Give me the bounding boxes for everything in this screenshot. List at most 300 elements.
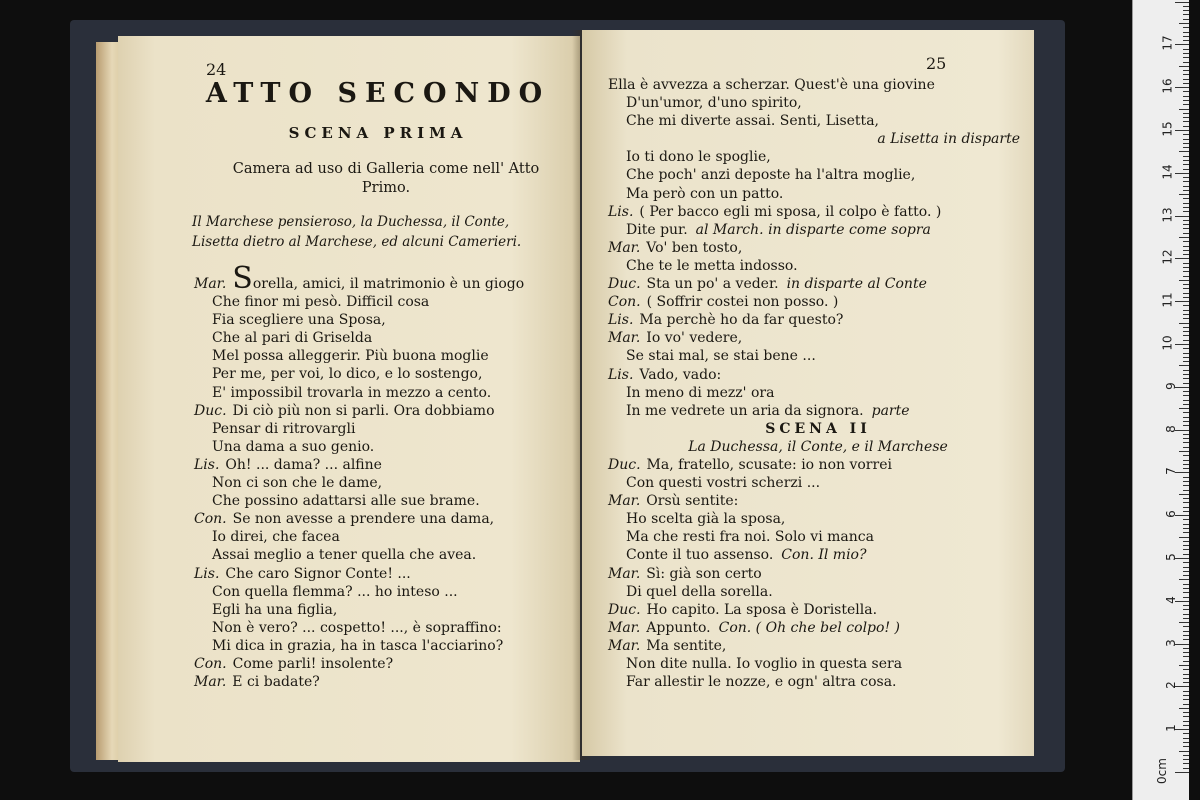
line-text: Che al pari di Griselda [212, 330, 373, 347]
verse-line [608, 185, 1028, 203]
ruler-label: 5 [1164, 553, 1179, 561]
line-text: Io vo' vedere, [646, 330, 743, 347]
verse-line [608, 148, 1028, 166]
ruler-tick [1183, 19, 1189, 20]
line-text: Ma, fratello, scusate: io non vorrei [646, 456, 892, 473]
ruler-tick [1183, 284, 1189, 285]
speaker-label: Mar. [608, 565, 641, 582]
verse-line [608, 510, 1028, 528]
ruler-tick [1183, 635, 1189, 636]
ruler-label: 0cm [1155, 758, 1170, 784]
line-text: Far allestir le nozze, e ogn' altra cosa. [626, 674, 897, 691]
verse-line [608, 637, 1028, 655]
line-text: Che te le metta indosso. [626, 257, 798, 274]
verse-line [194, 601, 574, 619]
line-text: Assai meglio a tener quella che avea. [212, 547, 477, 564]
verse-line [608, 456, 1028, 474]
verse-line [194, 456, 574, 474]
ruler-tick [1183, 383, 1189, 384]
ruler-tick [1183, 404, 1189, 405]
ruler-tick [1183, 314, 1189, 315]
ruler-label: 8 [1164, 424, 1179, 433]
right-page [582, 30, 1034, 756]
verse-line [608, 76, 1028, 94]
verse-line [194, 474, 574, 492]
verse-line [194, 293, 574, 311]
line-text: Ma però con un patto. [626, 185, 784, 202]
ruler-label: 12 [1160, 249, 1175, 266]
speaker-label: Lis. [194, 565, 220, 582]
verse-line [608, 94, 1028, 112]
verse-line [608, 203, 1028, 221]
ruler-tick [1175, 344, 1189, 345]
verse-line [194, 420, 574, 438]
ruler-tick [1183, 468, 1189, 469]
stage-direction: Con. ( Oh che bel colpo! ) [718, 619, 900, 636]
ruler-tick [1183, 147, 1189, 148]
ruler-tick [1183, 768, 1189, 769]
ruler-tick [1183, 203, 1189, 204]
ruler-tick [1179, 751, 1189, 752]
speaker-label: Duc. [608, 456, 641, 473]
ruler-tick [1183, 263, 1189, 264]
ruler-tick [1183, 228, 1189, 229]
ruler-tick [1183, 502, 1189, 503]
verse-line [194, 438, 574, 456]
ruler-tick [1175, 130, 1189, 131]
line-text: Come parli! insolente? [232, 655, 394, 672]
ruler-tick [1183, 211, 1189, 212]
ruler-tick [1183, 549, 1189, 550]
line-text: Ho scelta già la sposa, [626, 511, 786, 528]
line-text: Dite pur. [626, 221, 688, 238]
ruler-tick [1183, 224, 1189, 225]
ruler-tick [1179, 451, 1189, 452]
verse-line [608, 257, 1028, 275]
verse-line [608, 402, 1028, 420]
line-text: E ci badate? [232, 674, 320, 691]
ruler-tick [1183, 370, 1189, 371]
ruler-tick [1183, 353, 1189, 354]
ruler-tick [1183, 699, 1189, 700]
ruler-tick [1183, 32, 1189, 33]
ruler-tick [1183, 682, 1189, 683]
ruler-tick [1183, 485, 1189, 486]
ruler-tick [1183, 421, 1189, 422]
ruler-tick [1183, 618, 1189, 619]
ruler-tick [1183, 704, 1189, 705]
verse-line [194, 655, 574, 673]
ruler-tick [1183, 733, 1189, 734]
ruler-tick [1179, 708, 1189, 709]
ruler-tick [1183, 605, 1189, 606]
ruler-tick [1179, 665, 1189, 666]
ruler-tick [1183, 250, 1189, 251]
ruler-tick [1183, 181, 1189, 182]
verse-line [608, 438, 1028, 456]
ruler-tick [1179, 66, 1189, 67]
line-text: Orsù sentite: [646, 493, 739, 510]
ruler-tick [1175, 173, 1189, 174]
ruler-label: 7 [1164, 467, 1179, 476]
verse-line [608, 130, 1028, 148]
ruler-label: 17 [1160, 35, 1175, 52]
ruler-tick [1183, 519, 1189, 520]
line-text: Che finor mi pesò. Difficil cosa [212, 294, 430, 311]
ruler-tick [1183, 639, 1189, 640]
ruler-tick [1183, 331, 1189, 332]
ruler-tick [1183, 477, 1189, 478]
speaker-label: Lis. [608, 312, 634, 329]
verse-line [194, 510, 574, 528]
line-text: ( Soffrir costei non posso. ) [646, 294, 839, 311]
line-text: Ma perchè ho da far questo? [639, 312, 844, 329]
ruler-tick [1183, 335, 1189, 336]
line-text: Ma sentite, [646, 637, 727, 654]
ruler-tick [1183, 597, 1189, 598]
ruler-tick [1183, 490, 1189, 491]
ruler-tick [1183, 117, 1189, 118]
line-text: Io ti dono le spoglie, [626, 149, 771, 166]
verse-line [608, 655, 1028, 673]
ruler-tick [1183, 425, 1189, 426]
line-text: D'un'umor, d'uno spirito, [626, 95, 802, 112]
line-text: Una dama a suo genio. [212, 438, 375, 455]
ruler-tick [1183, 755, 1189, 756]
verse-line [194, 619, 574, 637]
ruler-tick [1183, 626, 1189, 627]
ruler-tick [1183, 53, 1189, 54]
ruler-tick [1183, 310, 1189, 311]
ruler-tick [1183, 62, 1189, 63]
ruler-tick [1183, 695, 1189, 696]
verse-line [608, 528, 1028, 546]
ruler-label: 14 [1160, 164, 1175, 180]
ruler-tick [1183, 348, 1189, 349]
verse-line [608, 329, 1028, 347]
ruler-tick [1183, 691, 1189, 692]
ruler-tick [1183, 412, 1189, 413]
verse-line [608, 492, 1028, 510]
ruler-tick [1183, 254, 1189, 255]
ruler-tick [1183, 293, 1189, 294]
ruler-tick [1183, 400, 1189, 401]
ruler-label: 15 [1160, 121, 1175, 137]
ruler-tick [1183, 541, 1189, 542]
ruler-tick [1183, 674, 1189, 675]
line-text: Se non avesse a prendere una dama, [232, 511, 495, 528]
ruler-tick [1183, 721, 1189, 722]
line-text: Di ciò più non si parli. Ora dobbiamo [232, 402, 495, 419]
ruler-tick [1179, 237, 1189, 238]
line-text: Che mi diverte assai. Senti, Lisetta, [626, 113, 879, 130]
measuring-ruler [1132, 0, 1189, 800]
ruler-tick [1183, 49, 1189, 50]
ruler-tick [1183, 10, 1189, 11]
ruler-tick [1183, 156, 1189, 157]
verse-line [194, 673, 574, 691]
line-text: Con quella flemma? ... ho inteso ... [212, 583, 458, 600]
ruler-label: 11 [1160, 292, 1175, 308]
ruler-tick [1179, 537, 1189, 538]
line-text: Conte il tuo assenso. [626, 547, 774, 564]
verse-line [194, 402, 574, 420]
verse-line [608, 275, 1028, 293]
ruler-tick [1183, 361, 1189, 362]
line-text: Sta un po' a veder. [646, 276, 779, 293]
ruler-tick [1179, 280, 1189, 281]
line-text: Vado, vado: [639, 366, 722, 383]
ruler-tick [1183, 588, 1189, 589]
ruler-tick [1179, 109, 1189, 110]
ruler-tick [1183, 631, 1189, 632]
verse-line [194, 528, 574, 546]
ruler-tick [1183, 395, 1189, 396]
line-text: Appunto. [646, 619, 711, 636]
line-text: Ella è avvezza a scherzar. Quest'è una giovine [608, 77, 935, 93]
line-text: Oh! ... dama? ... alfine [225, 456, 382, 473]
line-text: Vo' ben tosto, [646, 239, 743, 256]
ruler-tick [1183, 614, 1189, 615]
speaker-label: Lis. [194, 456, 220, 473]
ruler-tick [1175, 301, 1189, 302]
ruler-tick [1183, 575, 1189, 576]
ruler-tick [1183, 417, 1189, 418]
ruler-tick [1183, 460, 1189, 461]
character-list [192, 212, 578, 252]
ruler-tick [1183, 554, 1189, 555]
ruler-tick [1179, 365, 1189, 366]
verse-line [608, 474, 1028, 492]
verse-line [608, 311, 1028, 329]
setting-line: Camera ad uso di Galleria come nell' Atto [232, 161, 540, 177]
ruler-tick [1183, 434, 1189, 435]
line-text: In me vedrete un aria da signora. [626, 402, 864, 419]
ruler-tick [1183, 532, 1189, 533]
left-page [118, 36, 580, 762]
verse-line [608, 366, 1028, 384]
ruler-tick [1183, 464, 1189, 465]
verse-line [194, 329, 574, 347]
ruler-label: 3 [1164, 638, 1179, 647]
ruler-tick [1183, 207, 1189, 208]
ruler-tick [1183, 113, 1189, 114]
ruler-tick [1175, 44, 1189, 45]
line-text: Non dite nulla. Io voglio in questa sera [626, 656, 903, 672]
ruler-tick [1183, 104, 1189, 105]
ruler-label: 13 [1160, 206, 1175, 223]
ruler-tick [1183, 143, 1189, 144]
ruler-tick [1183, 759, 1189, 760]
speaker-label: Mar. [608, 619, 641, 636]
page-number: 24 [206, 60, 227, 79]
verse-line [194, 583, 574, 601]
ruler-tick [1183, 669, 1189, 670]
ruler-tick [1183, 562, 1189, 563]
ruler-tick [1183, 455, 1189, 456]
verse-line [608, 565, 1028, 583]
character-line: Il Marchese pensieroso, la Duchessa, il Conte, [192, 214, 510, 230]
ruler-tick [1183, 79, 1189, 80]
act-title: ATTO SECONDO [205, 78, 551, 109]
ruler-tick [1183, 169, 1189, 170]
ruler-tick [1183, 545, 1189, 546]
ruler-label: 4 [1164, 595, 1179, 604]
speaker-label: Duc. [608, 276, 641, 293]
speaker-label: Con. [608, 294, 641, 311]
ruler-tick [1183, 661, 1189, 662]
ruler-tick [1179, 151, 1189, 152]
verse-line [608, 384, 1028, 402]
ruler-tick [1183, 267, 1189, 268]
ruler-tick [1179, 23, 1189, 24]
ruler-tick [1183, 656, 1189, 657]
line-text: Di quel della sorella. [626, 583, 773, 600]
speaker-label: Lis. [608, 203, 634, 220]
ruler-tick [1183, 121, 1189, 122]
ruler-tick [1183, 91, 1189, 92]
ruler-tick [1183, 288, 1189, 289]
speaker-label: Mar. [608, 637, 641, 654]
ruler-tick [1183, 716, 1189, 717]
line-text: Egli ha una figlia, [212, 601, 338, 618]
line-text: Mi dica in grazia, ha in tasca l'acciarino? [212, 637, 504, 654]
ruler-tick [1183, 220, 1189, 221]
ruler-label: 1 [1164, 724, 1179, 733]
ruler-tick [1183, 725, 1189, 726]
line-text: Che caro Signor Conte! ... [225, 565, 411, 582]
ruler-tick [1183, 57, 1189, 58]
dialogue-block [194, 261, 574, 691]
ruler-tick [1183, 297, 1189, 298]
ruler-tick [1183, 652, 1189, 653]
ruler-tick [1183, 186, 1189, 187]
speaker-label: Duc. [194, 402, 227, 419]
line-text: a Lisetta in disparte [877, 131, 1020, 148]
ruler-tick [1183, 438, 1189, 439]
ruler-tick [1183, 96, 1189, 97]
speaker-label: Con. [194, 655, 227, 672]
verse-line [608, 221, 1028, 239]
ruler-tick [1183, 763, 1189, 764]
verse-line [608, 420, 1028, 438]
ruler-tick [1183, 498, 1189, 499]
line-text: In meno di mezz' ora [626, 384, 775, 401]
verse-line [194, 365, 574, 383]
speaker-label: Mar. [608, 330, 641, 347]
line-text: Fia scegliere una Sposa, [212, 312, 386, 329]
ruler-tick [1183, 305, 1189, 306]
line-text: orella, amici, il matrimonio è un giogo [252, 276, 525, 292]
ruler-tick [1183, 340, 1189, 341]
ruler-tick [1179, 408, 1189, 409]
ruler-tick [1183, 6, 1189, 7]
ruler-tick [1183, 712, 1189, 713]
speaker-label: Mar. [608, 493, 641, 510]
ruler-tick [1179, 622, 1189, 623]
line-text: Per me, per voi, lo dico, e lo sostengo, [212, 366, 483, 383]
ruler-tick [1183, 571, 1189, 572]
line-text: Ma che resti fra noi. Solo vi manca [626, 529, 874, 546]
stage-direction: in disparte al Conte [786, 276, 927, 293]
speaker-label: Mar. [194, 674, 227, 691]
ruler-label: 6 [1164, 510, 1179, 519]
ruler-tick [1183, 276, 1189, 277]
verse-line [608, 293, 1028, 311]
ruler-tick [1179, 194, 1189, 195]
verse-line [608, 546, 1028, 564]
verse-line [608, 601, 1028, 619]
line-text: ( Per bacco egli mi sposa, il colpo è fatto. ) [639, 203, 942, 220]
ruler-tick [1183, 524, 1189, 525]
verse-line [194, 546, 574, 564]
ruler-tick [1183, 139, 1189, 140]
line-text: La Duchessa, il Conte, e il Marchese [688, 438, 948, 455]
verse-line [194, 384, 574, 402]
verse-line [608, 112, 1028, 130]
ruler-label: 16 [1160, 78, 1175, 94]
ruler-tick [1183, 246, 1189, 247]
speaker-label: Mar. [194, 276, 227, 292]
ruler-tick [1183, 126, 1189, 127]
page-number: 25 [926, 54, 947, 73]
ruler-tick [1183, 74, 1189, 75]
ruler-tick [1183, 318, 1189, 319]
ruler-label: 10 [1160, 335, 1175, 351]
ruler-tick [1183, 592, 1189, 593]
verse-line [194, 637, 574, 655]
ruler-tick [1175, 2, 1189, 3]
ruler-tick [1183, 507, 1189, 508]
verse-line [194, 492, 574, 510]
ruler-tick [1175, 772, 1189, 773]
ruler-tick [1179, 494, 1189, 495]
ruler-tick [1183, 177, 1189, 178]
speaker-label: Con. [194, 511, 227, 528]
stage-direction: al March. in disparte come sopra [695, 221, 931, 238]
ruler-tick [1183, 447, 1189, 448]
ruler-tick [1175, 216, 1189, 217]
stage-direction: Con. Il mio? [781, 547, 867, 564]
ruler-tick [1183, 160, 1189, 161]
verse-line [194, 565, 574, 583]
setting-line: Primo. [361, 180, 411, 196]
scene-title: SCENA PRIMA [288, 124, 468, 142]
ruler-tick [1183, 374, 1189, 375]
ruler-tick [1183, 134, 1189, 135]
scene-setting [196, 160, 576, 198]
ruler-tick [1183, 40, 1189, 41]
ruler-tick [1183, 567, 1189, 568]
line-text: Se stai mal, se stai bene ... [626, 348, 816, 365]
speaker-label: Duc. [608, 601, 641, 618]
ruler-tick [1179, 323, 1189, 324]
line-text: Che poch' anzi deposte ha l'altra moglie, [626, 167, 916, 184]
ruler-tick [1183, 14, 1189, 15]
line-text: Ho capito. La sposa è Doristella. [646, 601, 878, 618]
line-text: Non ci son che le dame, [212, 475, 383, 492]
line-text: Sì: già son certo [646, 565, 762, 582]
line-text: Io direi, che facea [212, 529, 340, 546]
ruler-tick [1183, 746, 1189, 747]
verse-line [608, 583, 1028, 601]
verse-line [608, 347, 1028, 365]
ruler-tick [1183, 648, 1189, 649]
ruler-label: 9 [1164, 381, 1179, 390]
stage-direction: parte [871, 402, 910, 419]
line-text: Non è vero? ... cospetto! ..., è sopraffino: [212, 619, 502, 636]
ruler-tick [1183, 36, 1189, 37]
